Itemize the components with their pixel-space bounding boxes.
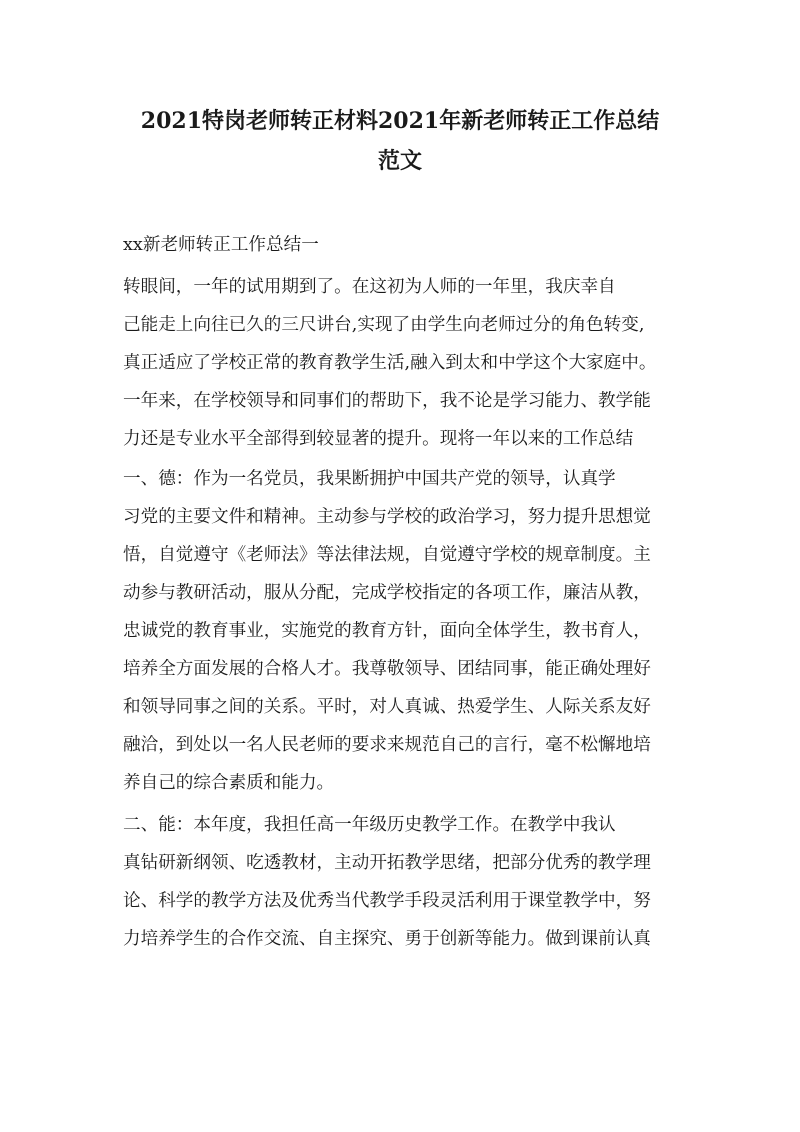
text-line: 忠诚党的教育事业，实施党的教育方针，面向全体学生，教书育人， [123, 621, 651, 641]
text-line: 一年来，在学校领导和同事们的帮助下，我不论是学习能力、教学能 [123, 391, 651, 411]
text-line: 和领导同事之间的关系。平时，对人真诚、热爱学生、人际关系友好 [123, 697, 651, 717]
text-line: 习党的主要文件和精神。主动参与学校的政治学习，努力提升思想觉 [123, 507, 651, 527]
text-line: 力培养学生的合作交流、自主探究、勇于创新等能力。做到课前认真 [123, 929, 651, 949]
text-line: 力还是专业水平全部得到较显著的提升。现将一年以来的工作总结 [123, 429, 634, 449]
section-heading: xx新老师转正工作总结一 [123, 235, 319, 255]
text-line: 动参与教研活动，服从分配，完成学校指定的各项工作，廉洁从教， [123, 583, 651, 603]
document-title-line-2: 范文 [377, 148, 422, 174]
text-line: 培养全方面发展的合格人才。我尊敬领导、团结同事，能正确处理好 [123, 659, 651, 679]
text-line: 融洽，到处以一名人民老师的要求来规范自己的言行，毫不松懈地培 [123, 735, 651, 755]
text-line: 转眼间，一年的试用期到了。在这初为人师的一年里，我庆幸自 [123, 277, 616, 297]
text-line: 论、科学的教学方法及优秀当代教学手段灵活利用于课堂教学中，努 [123, 891, 651, 911]
document-title-line-1: 2021特岗老师转正材料2021年新老师转正工作总结 [140, 108, 660, 134]
text-line: 己能走上向往已久的三尺讲台,实现了由学生向老师过分的角色转变, [123, 315, 645, 335]
text-line: 悟，自觉遵守《老师法》等法律法规，自觉遵守学校的规章制度。主 [123, 545, 651, 565]
text-line: 养自己的综合素质和能力。 [123, 773, 335, 793]
text-line: 真钻研新纲领、吃透教材，主动开拓教学思绪，把部分优秀的教学理 [123, 853, 651, 873]
text-line: 二、能：本年度，我担任高一年级历史教学工作。在教学中我认 [123, 815, 616, 835]
text-line: 一、德：作为一名党员，我果断拥护中国共产党的领导，认真学 [123, 469, 616, 489]
text-line: 真正适应了学校正常的教育教学生活,融入到太和中学这个大家庭中。 [123, 353, 657, 373]
